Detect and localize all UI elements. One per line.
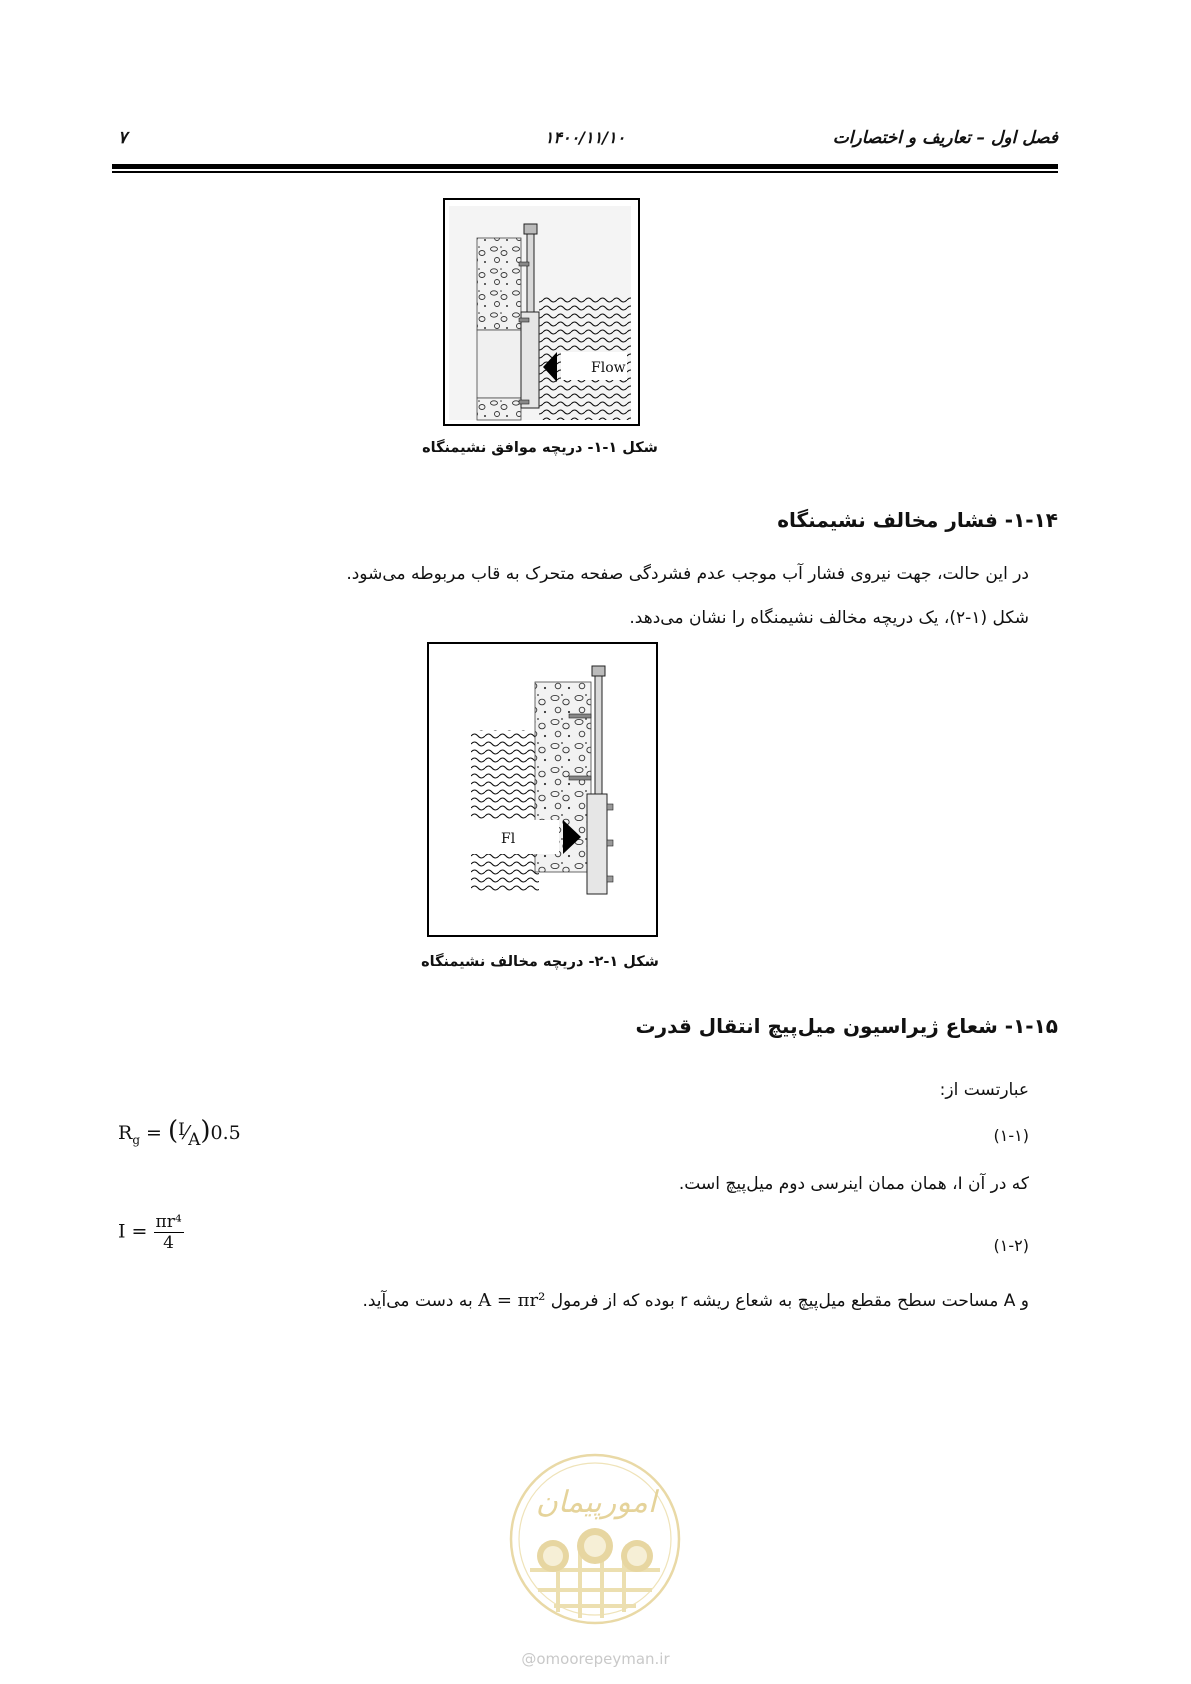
area-text-part-2: به دست می‌آید.: [362, 1291, 473, 1311]
equation-1-denominator: A: [188, 1130, 201, 1150]
equation-1-numerator: I: [178, 1120, 185, 1140]
equation-1: [118, 1116, 241, 1150]
figure-2-flow-label: Fl: [501, 831, 516, 847]
section-15-title: ۱-۱۵- شعاع ژیراسیون میل‌پیچ انتقال قدرت: [635, 1014, 1058, 1038]
header-date: ۱۴۰۰/۱۱/۱۰: [544, 128, 626, 147]
equation-1-subscript: g: [132, 1132, 140, 1147]
area-formula: A = πr²: [478, 1290, 546, 1311]
equation-1-close-paren: ): [200, 1116, 211, 1146]
equation-2-numerator: πr⁴: [155, 1212, 182, 1232]
equation-2-fraction: [154, 1212, 184, 1253]
figure-1-gate-with-seat: [443, 198, 640, 426]
section-14-paragraph-2: شکل (۱-۲)، یک دریچه مخالف نشیمنگاه را نشان می‌دهد.: [629, 608, 1029, 628]
figure-2-gate-against-seat: [427, 642, 658, 937]
equation-1-exponent: 0.5: [210, 1122, 241, 1144]
figure-1-caption: شکل ۱-۱- دریچه موافق نشیمنگاه: [422, 440, 658, 456]
section-14-title: ۱-۱۴- فشار مخالف نشیمنگاه: [777, 508, 1058, 532]
figure-2-drawing: [429, 644, 656, 935]
page-number: ۷: [118, 128, 128, 148]
equation-2-denominator: 4: [163, 1233, 174, 1253]
equation-2-number: (۱-۲): [993, 1236, 1029, 1255]
header-divider-thick: [112, 164, 1058, 169]
watermark-seal-logo: [508, 1452, 682, 1626]
figure-1-drawing: [445, 200, 638, 424]
equation-1-open-paren: (: [168, 1116, 179, 1146]
seal-calligraphy: امورپیمان: [535, 1485, 657, 1520]
watermark-url: @omoorepeyman.ir: [521, 1650, 670, 1668]
equation-1-number: (۱-۱): [993, 1126, 1029, 1145]
header-divider-thin: [112, 171, 1058, 173]
equation-2: [118, 1212, 184, 1253]
section-15-where-text: که در آن I، همان ممان اینرسی دوم میل‌پیچ است.: [678, 1174, 1029, 1194]
equation-2-lhs: I =: [118, 1220, 148, 1243]
section-15-area-text: [362, 1290, 1029, 1311]
figure-1-flow-label: Flow: [591, 360, 626, 376]
equation-1-lhs: R: [118, 1122, 133, 1144]
area-text-part-1: و A مساحت سطح مقطع میل‌پیچ به شعاع ریشه r بوده که از فرمول: [550, 1291, 1029, 1311]
section-15-intro: عبارتست از:: [939, 1080, 1029, 1100]
page-header: [112, 128, 1058, 158]
section-14-paragraph-1: در این حالت، جهت نیروی فشار آب موجب عدم فشردگی صفحه متحرک به قاب مربوطه می‌شود.: [346, 564, 1029, 584]
chapter-title: فصل اول – تعاریف و اختصارات: [832, 128, 1058, 148]
equation-1-slash: ⁄: [184, 1122, 189, 1144]
equation-1-equals: =: [146, 1122, 162, 1144]
figure-2-caption: شکل ۱-۲- دریچه مخالف نشیمنگاه: [421, 954, 659, 970]
